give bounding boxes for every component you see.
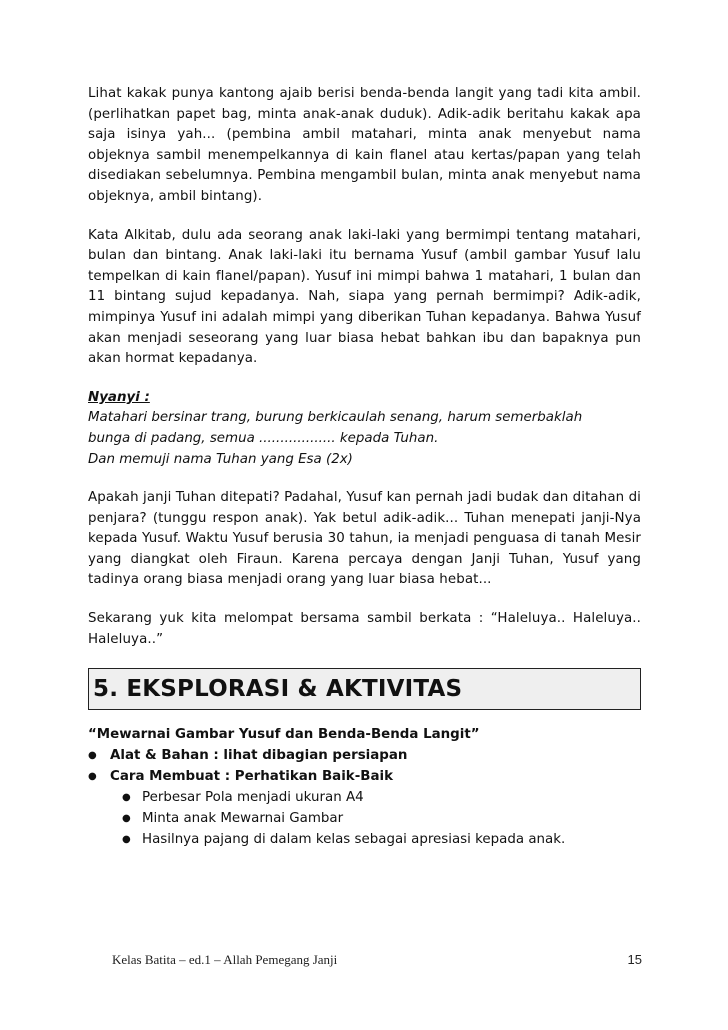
song-line-1: Matahari bersinar trang, burung berkicaulah senang, harum semerbaklah [88,410,583,426]
section-title: 5. EKSPLORASI & AKTIVITAS [93,676,463,703]
song-title: Nyanyi : [88,389,150,405]
activity-list [88,745,641,850]
activity-title: “Mewarnai Gambar Yusuf dan Benda-Benda Langit” [88,727,480,743]
paragraph-mimpi-yusuf: Kata Alkitab, dulu ada seorang anak laki-laki yang bermimpi tentang matahari, bulan dan bintang. Anak laki-laki itu bernama Yusuf (ambil gambar Yusuf lalu tempelkan di kain flanel/papan). Yusuf ini mimpi bahwa 1 matahari, 1 bulan dan 11 bintang sujud kepadanya. Nah, siapa yang pernah bermimpi? Adik-adik, mimpinya Yusuf ini adalah mimpi yang diberikan Tuhan kepadanya. Bahwa Yusuf akan menjadi seseorang yang luar biasa hebat bahkan ibu dan bapaknya pun akan hormat kepadanya. [88,227,641,367]
song-line-2: bunga di padang, semua .................. kepada Tuhan. [88,430,439,446]
song-line-3: Dan memuji nama Tuhan yang Esa (2x) [88,451,353,467]
footer-text: Kelas Batita – ed.1 – Allah Pemegang Janji [112,952,338,967]
list-item-cara-membuat: ● Cara Membuat : Perhatikan Baik-Baik ● Perbesar Pola menjadi ukuran A4 ● Minta anak Mewarnai Gambar ● Hasilnya pajang di dalam kelas sebagai apresiasi kepada anak. [88,766,641,850]
page-content [88,84,641,850]
page-number: 15 [627,952,642,967]
step-item: ● Minta anak Mewarnai Gambar [122,808,641,829]
paragraph-kantong-ajaib: Lihat kakak punya kantong ajaib berisi benda-benda langit yang tadi kita ambil. (perlihatkan papet bag, minta anak-anak duduk). Adik-adik beritahu kakak apa saja isinya yah... (pembina ambil matahari, minta anak menyebut nama objeknya sambil menempelkannya di kain flanel atau kertas/papan yang telah disediakan sebelumnya. Pembina mengambil bulan, minta anak menyebut nama objeknya, ambil bintang). [88,86,641,204]
paragraph-janji-ditepati: Apakah janji Tuhan ditepati? Padahal, Yusuf kan pernah jadi budak dan ditahan di penjara? (tunggu respon anak). Yak betul adik-adik... Tuhan menepati janji-Nya kepada Yusuf. Waktu Yusuf berusia 30 tahun, ia menjadi penguasa di tanah Mesir yang diangkat oleh Firaun. Karena percaya dengan Janji Tuhan, Yusuf yang tadinya orang biasa menjadi orang yang luar biasa hebat... [88,490,641,588]
step-item: ● Perbesar Pola menjadi ukuran A4 [122,787,641,808]
steps-list [110,787,641,850]
list-item-alat-bahan: ● Alat & Bahan : lihat dibagian persiapan [88,745,641,766]
section-heading-box [88,668,641,710]
paragraph-haleluya: Sekarang yuk kita melompat bersama sambil berkata : “Haleluya.. Haleluya.. Haleluya..” [88,611,641,647]
step-item: ● Hasilnya pajang di dalam kelas sebagai apresiasi kepada anak. [122,829,641,850]
song-block [88,388,641,470]
